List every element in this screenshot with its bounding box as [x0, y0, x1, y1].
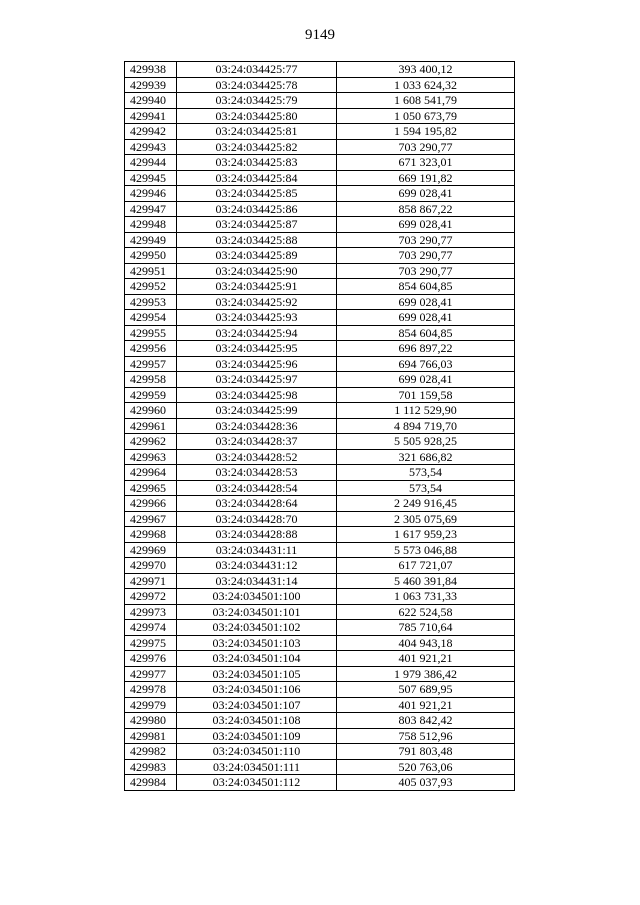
cadastral-value-cell: 791 803,48: [337, 744, 515, 760]
cadastral-number-cell: 03:24:034425:91: [177, 279, 337, 295]
cadastral-number-cell: 03:24:034501:108: [177, 713, 337, 729]
table-row: [125, 356, 515, 372]
cadastral-number-cell: 03:24:034428:36: [177, 418, 337, 434]
cadastral-number-cell: 03:24:034428:53: [177, 465, 337, 481]
cadastral-number-cell: 03:24:034425:77: [177, 62, 337, 78]
row-number-cell: 429976: [125, 651, 177, 667]
cadastral-value-table: [124, 61, 515, 791]
cadastral-number-cell: 03:24:034501:106: [177, 682, 337, 698]
cadastral-number-cell: 03:24:034425:94: [177, 325, 337, 341]
cadastral-number-cell: 03:24:034425:82: [177, 139, 337, 155]
cadastral-value-cell: 803 842,42: [337, 713, 515, 729]
cadastral-value-cell: 699 028,41: [337, 310, 515, 326]
table-row: [125, 201, 515, 217]
cadastral-value-cell: 699 028,41: [337, 217, 515, 233]
table-row: [125, 728, 515, 744]
table-row: [125, 170, 515, 186]
row-number-cell: 429957: [125, 356, 177, 372]
table-row: [125, 77, 515, 93]
cadastral-value-cell: 1 617 959,23: [337, 527, 515, 543]
table-row: [125, 62, 515, 78]
row-number-cell: 429956: [125, 341, 177, 357]
table-row: [125, 589, 515, 605]
cadastral-value-cell: 393 400,12: [337, 62, 515, 78]
table-row: [125, 403, 515, 419]
cadastral-value-cell: 617 721,07: [337, 558, 515, 574]
row-number-cell: 429954: [125, 310, 177, 326]
table-row: [125, 232, 515, 248]
cadastral-number-cell: 03:24:034501:102: [177, 620, 337, 636]
table-row: [125, 418, 515, 434]
table-row: [125, 93, 515, 109]
cadastral-number-cell: 03:24:034425:78: [177, 77, 337, 93]
table-body: [125, 62, 515, 791]
table-row: [125, 480, 515, 496]
cadastral-number-cell: 03:24:034428:88: [177, 527, 337, 543]
row-number-cell: 429969: [125, 542, 177, 558]
cadastral-number-cell: 03:24:034425:95: [177, 341, 337, 357]
cadastral-number-cell: 03:24:034501:109: [177, 728, 337, 744]
cadastral-value-cell: 520 763,06: [337, 759, 515, 775]
cadastral-number-cell: 03:24:034428:54: [177, 480, 337, 496]
table-row: [125, 496, 515, 512]
table-row: [125, 186, 515, 202]
cadastral-number-cell: 03:24:034501:104: [177, 651, 337, 667]
cadastral-value-cell: 1 050 673,79: [337, 108, 515, 124]
table-row: [125, 527, 515, 543]
cadastral-value-cell: 5 573 046,88: [337, 542, 515, 558]
table-row: [125, 542, 515, 558]
row-number-cell: 429948: [125, 217, 177, 233]
row-number-cell: 429947: [125, 201, 177, 217]
cadastral-number-cell: 03:24:034425:88: [177, 232, 337, 248]
row-number-cell: 429975: [125, 635, 177, 651]
table-row: [125, 635, 515, 651]
table-row: [125, 511, 515, 527]
table-row: [125, 217, 515, 233]
row-number-cell: 429951: [125, 263, 177, 279]
cadastral-number-cell: 03:24:034431:11: [177, 542, 337, 558]
cadastral-number-cell: 03:24:034425:79: [177, 93, 337, 109]
table-row: [125, 759, 515, 775]
row-number-cell: 429977: [125, 666, 177, 682]
row-number-cell: 429964: [125, 465, 177, 481]
row-number-cell: 429960: [125, 403, 177, 419]
cadastral-value-cell: 5 460 391,84: [337, 573, 515, 589]
cadastral-number-cell: 03:24:034501:112: [177, 775, 337, 791]
cadastral-value-cell: 671 323,01: [337, 155, 515, 171]
cadastral-value-cell: 5 505 928,25: [337, 434, 515, 450]
cadastral-number-cell: 03:24:034425:98: [177, 387, 337, 403]
row-number-cell: 429981: [125, 728, 177, 744]
table-row: [125, 744, 515, 760]
cadastral-number-cell: 03:24:034501:101: [177, 604, 337, 620]
table-row: [125, 682, 515, 698]
row-number-cell: 429968: [125, 527, 177, 543]
row-number-cell: 429939: [125, 77, 177, 93]
cadastral-number-cell: 03:24:034425:99: [177, 403, 337, 419]
table-row: [125, 248, 515, 264]
table-row: [125, 139, 515, 155]
table-row: [125, 155, 515, 171]
row-number-cell: 429971: [125, 573, 177, 589]
row-number-cell: 429984: [125, 775, 177, 791]
cadastral-value-cell: 507 689,95: [337, 682, 515, 698]
cadastral-value-cell: 854 604,85: [337, 325, 515, 341]
row-number-cell: 429953: [125, 294, 177, 310]
row-number-cell: 429945: [125, 170, 177, 186]
cadastral-value-cell: 1 979 386,42: [337, 666, 515, 682]
row-number-cell: 429941: [125, 108, 177, 124]
table-row: [125, 697, 515, 713]
cadastral-value-cell: 401 921,21: [337, 697, 515, 713]
table-row: [125, 651, 515, 667]
cadastral-number-cell: 03:24:034425:83: [177, 155, 337, 171]
table-row: [125, 263, 515, 279]
cadastral-value-cell: 703 290,77: [337, 232, 515, 248]
row-number-cell: 429972: [125, 589, 177, 605]
cadastral-number-cell: 03:24:034501:103: [177, 635, 337, 651]
table-row: [125, 604, 515, 620]
cadastral-number-cell: 03:24:034501:105: [177, 666, 337, 682]
table-row: [125, 310, 515, 326]
cadastral-value-cell: 1 594 195,82: [337, 124, 515, 140]
cadastral-value-cell: 699 028,41: [337, 294, 515, 310]
row-number-cell: 429982: [125, 744, 177, 760]
table-row: [125, 434, 515, 450]
row-number-cell: 429962: [125, 434, 177, 450]
cadastral-value-cell: 1 608 541,79: [337, 93, 515, 109]
cadastral-value-cell: 694 766,03: [337, 356, 515, 372]
cadastral-value-cell: 854 604,85: [337, 279, 515, 295]
cadastral-number-cell: 03:24:034428:70: [177, 511, 337, 527]
row-number-cell: 429967: [125, 511, 177, 527]
row-number-cell: 429940: [125, 93, 177, 109]
row-number-cell: 429944: [125, 155, 177, 171]
table-row: [125, 372, 515, 388]
cadastral-value-cell: 703 290,77: [337, 263, 515, 279]
table-row: [125, 775, 515, 791]
row-number-cell: 429949: [125, 232, 177, 248]
row-number-cell: 429938: [125, 62, 177, 78]
table-row: [125, 666, 515, 682]
cadastral-value-cell: 2 305 075,69: [337, 511, 515, 527]
row-number-cell: 429965: [125, 480, 177, 496]
cadastral-number-cell: 03:24:034425:81: [177, 124, 337, 140]
row-number-cell: 429979: [125, 697, 177, 713]
cadastral-number-cell: 03:24:034501:110: [177, 744, 337, 760]
cadastral-value-cell: 703 290,77: [337, 139, 515, 155]
cadastral-number-cell: 03:24:034501:111: [177, 759, 337, 775]
cadastral-value-cell: 1 112 529,90: [337, 403, 515, 419]
row-number-cell: 429974: [125, 620, 177, 636]
row-number-cell: 429963: [125, 449, 177, 465]
cadastral-number-cell: 03:24:034425:97: [177, 372, 337, 388]
cadastral-value-cell: 699 028,41: [337, 372, 515, 388]
row-number-cell: 429978: [125, 682, 177, 698]
cadastral-value-cell: 703 290,77: [337, 248, 515, 264]
cadastral-value-cell: 785 710,64: [337, 620, 515, 636]
cadastral-value-cell: 1 033 624,32: [337, 77, 515, 93]
row-number-cell: 429959: [125, 387, 177, 403]
row-number-cell: 429946: [125, 186, 177, 202]
row-number-cell: 429952: [125, 279, 177, 295]
cadastral-number-cell: 03:24:034425:96: [177, 356, 337, 372]
cadastral-number-cell: 03:24:034431:14: [177, 573, 337, 589]
cadastral-number-cell: 03:24:034428:37: [177, 434, 337, 450]
cadastral-value-cell: 622 524,58: [337, 604, 515, 620]
cadastral-number-cell: 03:24:034501:100: [177, 589, 337, 605]
cadastral-value-cell: 858 867,22: [337, 201, 515, 217]
table-row: [125, 108, 515, 124]
table-row: [125, 124, 515, 140]
row-number-cell: 429943: [125, 139, 177, 155]
cadastral-number-cell: 03:24:034425:84: [177, 170, 337, 186]
row-number-cell: 429955: [125, 325, 177, 341]
cadastral-value-cell: 401 921,21: [337, 651, 515, 667]
table-row: [125, 465, 515, 481]
row-number-cell: 429980: [125, 713, 177, 729]
cadastral-number-cell: 03:24:034425:86: [177, 201, 337, 217]
row-number-cell: 429958: [125, 372, 177, 388]
row-number-cell: 429973: [125, 604, 177, 620]
cadastral-value-cell: 1 063 731,33: [337, 589, 515, 605]
cadastral-value-cell: 404 943,18: [337, 635, 515, 651]
cadastral-value-cell: 2 249 916,45: [337, 496, 515, 512]
table-row: [125, 341, 515, 357]
row-number-cell: 429950: [125, 248, 177, 264]
cadastral-number-cell: 03:24:034425:85: [177, 186, 337, 202]
cadastral-value-cell: 321 686,82: [337, 449, 515, 465]
table-row: [125, 573, 515, 589]
cadastral-value-cell: 699 028,41: [337, 186, 515, 202]
cadastral-number-cell: 03:24:034425:92: [177, 294, 337, 310]
cadastral-value-cell: 701 159,58: [337, 387, 515, 403]
row-number-cell: 429966: [125, 496, 177, 512]
cadastral-number-cell: 03:24:034425:93: [177, 310, 337, 326]
cadastral-value-cell: 696 897,22: [337, 341, 515, 357]
table-row: [125, 387, 515, 403]
table-row: [125, 713, 515, 729]
table-row: [125, 294, 515, 310]
row-number-cell: 429983: [125, 759, 177, 775]
table-row: [125, 558, 515, 574]
row-number-cell: 429961: [125, 418, 177, 434]
cadastral-number-cell: 03:24:034425:80: [177, 108, 337, 124]
row-number-cell: 429970: [125, 558, 177, 574]
cadastral-value-cell: 573,54: [337, 465, 515, 481]
cadastral-value-cell: 669 191,82: [337, 170, 515, 186]
cadastral-number-cell: 03:24:034501:107: [177, 697, 337, 713]
cadastral-number-cell: 03:24:034425:89: [177, 248, 337, 264]
page-number: 9149: [305, 27, 335, 43]
cadastral-number-cell: 03:24:034425:87: [177, 217, 337, 233]
cadastral-value-cell: 405 037,93: [337, 775, 515, 791]
cadastral-value-cell: 4 894 719,70: [337, 418, 515, 434]
cadastral-number-cell: 03:24:034431:12: [177, 558, 337, 574]
table-row: [125, 620, 515, 636]
cadastral-number-cell: 03:24:034428:52: [177, 449, 337, 465]
cadastral-number-cell: 03:24:034428:64: [177, 496, 337, 512]
cadastral-value-cell: 758 512,96: [337, 728, 515, 744]
cadastral-value-cell: 573,54: [337, 480, 515, 496]
cadastral-number-cell: 03:24:034425:90: [177, 263, 337, 279]
table-row: [125, 325, 515, 341]
table-row: [125, 279, 515, 295]
table-row: [125, 449, 515, 465]
row-number-cell: 429942: [125, 124, 177, 140]
